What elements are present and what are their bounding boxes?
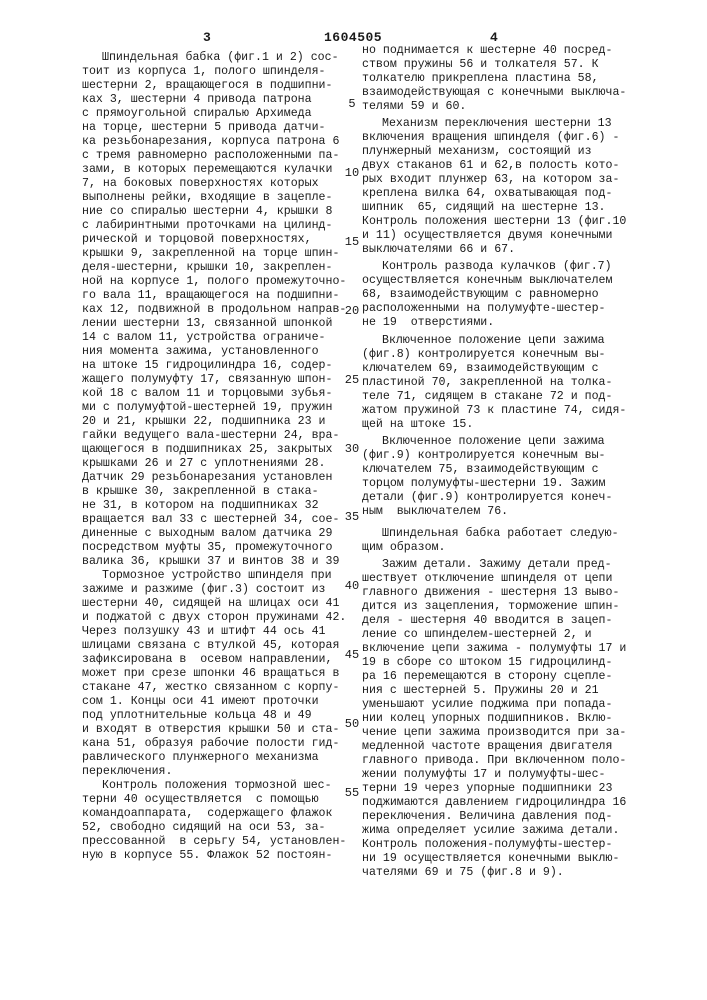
text-line: плунжерный механизм, состоящий из bbox=[362, 145, 662, 159]
text-line: щим образом. bbox=[362, 541, 662, 555]
paragraph bbox=[362, 260, 662, 330]
text-line: гайки ведущего вала-шестерни 24, вра- bbox=[82, 429, 357, 443]
text-line: Контроль развода кулачков (фиг.7) bbox=[362, 260, 662, 274]
line-number: 40 bbox=[340, 579, 364, 593]
text-line: терни 40 осуществляется с помощью bbox=[82, 793, 357, 807]
line-number: 50 bbox=[340, 717, 364, 731]
line-number: 10 bbox=[340, 166, 364, 180]
text-line: может при срезе шпонки 46 вращаться в bbox=[82, 667, 357, 681]
paragraph bbox=[82, 569, 357, 779]
text-line: теле 71, сидящем в стакане 72 и под- bbox=[362, 390, 662, 404]
text-line: 52, свободно сидящий на оси 53, за- bbox=[82, 821, 357, 835]
text-line: переключения. Величина давления под- bbox=[362, 810, 662, 824]
paragraph bbox=[82, 779, 357, 863]
text-line: крышками 26 и 27 с уплотнениями 28. bbox=[82, 457, 357, 471]
text-line: сом 1. Концы оси 41 имеют проточки bbox=[82, 695, 357, 709]
text-line: уменьшают усилие поджима при попада- bbox=[362, 698, 662, 712]
text-line: осуществляется конечным выключателем bbox=[362, 274, 662, 288]
page-number-right: 4 bbox=[490, 30, 498, 45]
text-line: шестерни 2, вращающегося в подшипни- bbox=[82, 79, 357, 93]
text-line: главного движения - шестерня 13 выво- bbox=[362, 586, 662, 600]
text-line: шипник 65, сидящий на шестерне 13. bbox=[362, 201, 662, 215]
text-line: ках 3, шестерни 4 привода патрона bbox=[82, 93, 357, 107]
line-number: 25 bbox=[340, 373, 364, 387]
text-line: стакане 47, жестко связанном с корпу- bbox=[82, 681, 357, 695]
text-line: выполнены рейки, входящие в зацепле- bbox=[82, 191, 357, 205]
text-line: диненные с выходным валом датчика 29 bbox=[82, 527, 357, 541]
text-line: ным выключателем 76. bbox=[362, 505, 662, 519]
text-line: толкателю прикреплена пластина 58, bbox=[362, 72, 662, 86]
text-line: двух стаканов 61 и 62,в полость кото- bbox=[362, 159, 662, 173]
text-line: телями 59 и 60. bbox=[362, 100, 662, 114]
line-number: 35 bbox=[340, 510, 364, 524]
text-line: Зажим детали. Зажиму детали пред- bbox=[362, 558, 662, 572]
left-text-column bbox=[82, 51, 357, 863]
text-line: и поджатой с двух сторон пружинами 42. bbox=[82, 611, 357, 625]
line-number: 20 bbox=[340, 304, 364, 318]
text-line: на штоке 15 гидроцилиндра 16, содер- bbox=[82, 359, 357, 373]
text-line: зафиксирована в осевом направлении, bbox=[82, 653, 357, 667]
text-line: посредством муфты 35, промежуточного bbox=[82, 541, 357, 555]
text-line: ние со спиралью шестерни 4, крышки 8 bbox=[82, 205, 357, 219]
text-line: командоаппарата, содержащего флажок bbox=[82, 807, 357, 821]
text-line: 19 в сборе со штоком 15 гидроцилинд- bbox=[362, 656, 662, 670]
line-number: 15 bbox=[340, 235, 364, 249]
text-line: Контроль положения-полумуфты-шестер- bbox=[362, 838, 662, 852]
text-line: торцом полумуфты-шестерни 19. Зажим bbox=[362, 477, 662, 491]
text-line: детали (фиг.9) контролируется конеч- bbox=[362, 491, 662, 505]
line-number: 5 bbox=[340, 97, 364, 111]
text-line: лении шестерни 13, связанной шпонкой bbox=[82, 317, 357, 331]
text-line: (фиг.8) контролируется конечным вы- bbox=[362, 348, 662, 362]
text-line: крышки 9, закрепленной на торце шпин- bbox=[82, 247, 357, 261]
text-line: медленной частоте вращения двигателя bbox=[362, 740, 662, 754]
text-line: равлического плунжерного механизма bbox=[82, 751, 357, 765]
paragraph bbox=[362, 334, 662, 432]
text-line: выключателями 66 и 67. bbox=[362, 243, 662, 257]
text-line: валика 36, крышки 37 и винтов 38 и 39 bbox=[82, 555, 357, 569]
text-line: на торце, шестерни 5 привода датчи- bbox=[82, 121, 357, 135]
paragraph bbox=[362, 558, 662, 880]
text-line: но поднимается к шестерне 40 посред- bbox=[362, 44, 662, 58]
text-line: кой 18 с валом 11 и торцовыми зубья- bbox=[82, 387, 357, 401]
text-line: жатом пружиной 73 к пластине 74, сидя- bbox=[362, 404, 662, 418]
text-line: (фиг.9) контролируется конечным вы- bbox=[362, 449, 662, 463]
text-line: 14 с валом 11, устройства ограниче- bbox=[82, 331, 357, 345]
text-line: с прямоугольной спиралью Архимеда bbox=[82, 107, 357, 121]
paragraph bbox=[362, 117, 662, 257]
text-line: под уплотнительные кольца 48 и 49 bbox=[82, 709, 357, 723]
right-text-column bbox=[362, 44, 662, 880]
paragraph bbox=[362, 435, 662, 519]
patent-number: 1604505 bbox=[324, 30, 382, 45]
text-line: ной на корпусе 1, полого промежуточно- bbox=[82, 275, 357, 289]
text-line: чателями 69 и 75 (фиг.8 и 9). bbox=[362, 866, 662, 880]
text-line: пластиной 70, закрепленной на толка- bbox=[362, 376, 662, 390]
text-line: переключения. bbox=[82, 765, 357, 779]
text-line: главного привода. При включенном поло- bbox=[362, 754, 662, 768]
text-line: шестерни 40, сидящей на шлицах оси 41 bbox=[82, 597, 357, 611]
text-line: тоит из корпуса 1, полого шпинделя- bbox=[82, 65, 357, 79]
text-line: шлицами связана с втулкой 45, которая bbox=[82, 639, 357, 653]
paragraph bbox=[362, 44, 662, 114]
text-line: в крышке 30, закрепленной в стака- bbox=[82, 485, 357, 499]
page-number-left: 3 bbox=[203, 30, 211, 45]
text-line: терни 19 через упорные подшипники 23 bbox=[362, 782, 662, 796]
line-number: 55 bbox=[340, 786, 364, 800]
text-line: Датчик 29 резьбонарезания установлен bbox=[82, 471, 357, 485]
text-line: Механизм переключения шестерни 13 bbox=[362, 117, 662, 131]
text-line: рых входит плунжер 63, на котором за- bbox=[362, 173, 662, 187]
text-line: Шпиндельная бабка работает следую- bbox=[362, 527, 662, 541]
text-line: зами, в которых перемещаются кулачки bbox=[82, 163, 357, 177]
text-line: 7, на боковых поверхностях которых bbox=[82, 177, 357, 191]
text-line: чение цепи зажима производится при за- bbox=[362, 726, 662, 740]
text-line: рической и торцовой поверхностях, bbox=[82, 233, 357, 247]
text-line: не 19 отверстиями. bbox=[362, 316, 662, 330]
text-line: Включенное положение цепи зажима bbox=[362, 435, 662, 449]
text-line: щей на штоке 15. bbox=[362, 418, 662, 432]
text-line: го вала 11, вращающегося на подшипни- bbox=[82, 289, 357, 303]
line-number: 45 bbox=[340, 648, 364, 662]
text-line: включения вращения шпинделя (фиг.6) - bbox=[362, 131, 662, 145]
text-line: расположенными на полумуфте-шестер- bbox=[362, 302, 662, 316]
text-line: взаимодействующая с конечными выключа- bbox=[362, 86, 662, 100]
paragraph bbox=[82, 51, 357, 569]
text-line: не 31, в котором на подшипниках 32 bbox=[82, 499, 357, 513]
text-line: ра 16 перемещаются в сторону сцепле- bbox=[362, 670, 662, 684]
text-line: деля-шестерни, крышки 10, закреплен- bbox=[82, 261, 357, 275]
text-line: ключателем 69, взаимодействующим с bbox=[362, 362, 662, 376]
text-line: зажиме и разжиме (фиг.3) состоит из bbox=[82, 583, 357, 597]
text-line: ную в корпусе 55. Флажок 52 постоян- bbox=[82, 849, 357, 863]
text-line: шествует отключение шпинделя от цепи bbox=[362, 572, 662, 586]
line-number: 30 bbox=[340, 442, 364, 456]
text-line: Через ползушку 43 и штифт 44 ось 41 bbox=[82, 625, 357, 639]
text-line: ни 19 осуществляется конечными выклю- bbox=[362, 852, 662, 866]
text-line: и входят в отверстия крышки 50 и ста- bbox=[82, 723, 357, 737]
text-line: ми с полумуфтой-шестерней 19, пружин bbox=[82, 401, 357, 415]
text-line: дится из зацепления, торможение шпин- bbox=[362, 600, 662, 614]
text-line: поджимаются давлением гидроцилиндра 16 bbox=[362, 796, 662, 810]
text-line: жении полумуфты 17 и полумуфты-шес- bbox=[362, 768, 662, 782]
text-line: ление со шпинделем-шестерней 2, и bbox=[362, 628, 662, 642]
text-line: ния момента зажима, установленного bbox=[82, 345, 357, 359]
text-line: 20 и 21, крышки 22, подшипника 23 и bbox=[82, 415, 357, 429]
text-line: Контроль положения шестерни 13 (фиг.10 bbox=[362, 215, 662, 229]
text-line: креплена вилка 64, охватывающая под- bbox=[362, 187, 662, 201]
text-line: Контроль положения тормозной шес- bbox=[82, 779, 357, 793]
text-line: вращается вал 33 с шестерней 34, сое- bbox=[82, 513, 357, 527]
text-line: Включенное положение цепи зажима bbox=[362, 334, 662, 348]
text-line: щающегося в подшипниках 25, закрытых bbox=[82, 443, 357, 457]
text-line: прессованной в серьгу 54, установлен- bbox=[82, 835, 357, 849]
text-line: ния с шестерней 5. Пружины 20 и 21 bbox=[362, 684, 662, 698]
text-line: включение цепи зажима - полумуфты 17 и bbox=[362, 642, 662, 656]
text-line: ках 12, подвижной в продольном направ- bbox=[82, 303, 357, 317]
text-line: нии колец упорных подшипников. Вклю- bbox=[362, 712, 662, 726]
text-line: жащего полумуфту 17, связанную шпон- bbox=[82, 373, 357, 387]
text-line: Шпиндельная бабка (фиг.1 и 2) сос- bbox=[82, 51, 357, 65]
text-line: с тремя равномерно расположенными па- bbox=[82, 149, 357, 163]
text-line: 68, взаимодействующим с равномерно bbox=[362, 288, 662, 302]
text-line: и 11) осуществляется двумя конечными bbox=[362, 229, 662, 243]
text-line: ключателем 75, взаимодействующим с bbox=[362, 463, 662, 477]
paragraph bbox=[362, 527, 662, 555]
text-line: деля - шестерня 40 вводится в зацеп- bbox=[362, 614, 662, 628]
text-line: ка резьбонарезания, корпуса патрона 6 bbox=[82, 135, 357, 149]
text-line: с лабиринтными проточками на цилинд- bbox=[82, 219, 357, 233]
text-line: Тормозное устройство шпинделя при bbox=[82, 569, 357, 583]
text-line: жима определяет усилие зажима детали. bbox=[362, 824, 662, 838]
text-line: кана 51, образуя рабочие полости гид- bbox=[82, 737, 357, 751]
text-line: ством пружины 56 и толкателя 57. К bbox=[362, 58, 662, 72]
